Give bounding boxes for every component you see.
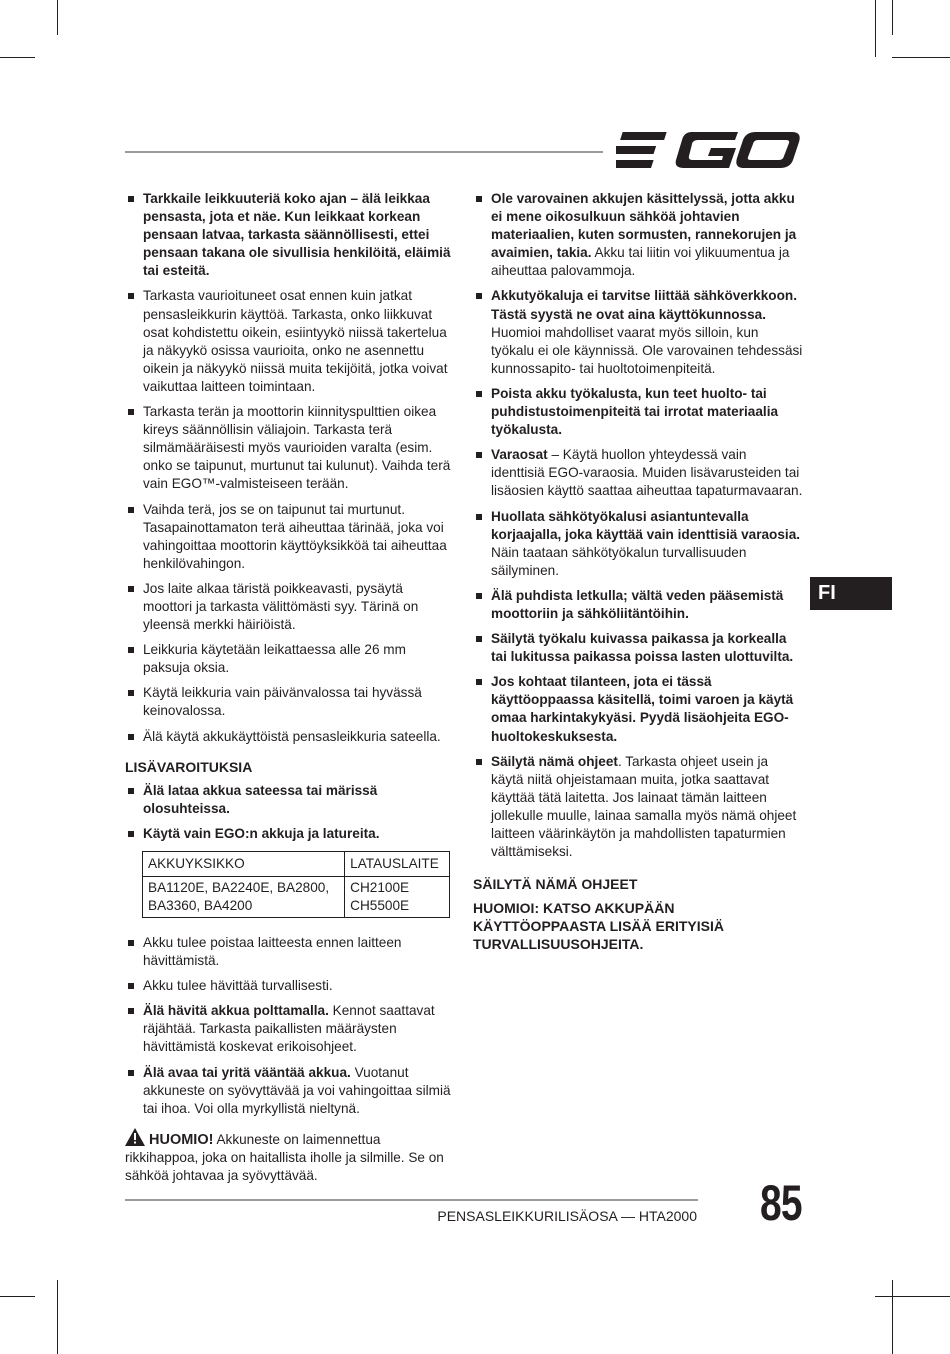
crop-mark <box>57 0 58 35</box>
crop-mark <box>875 0 876 57</box>
item-text: Näin taataan sähkötyökalun turvallisuuden säilyminen. <box>491 544 747 578</box>
list-item <box>473 446 803 500</box>
item-text: Akku tulee hävittää turvallisesti. <box>143 978 333 994</box>
page-number: 85 <box>760 1175 802 1231</box>
item-text: Tarkasta vaurioituneet osat ennen kuin jatkat pensasleikkurin käyttöä. Tarkasta, onko liikkuvat osat kohdistettu oikein, esiintyykö niissä takertelua ja näkyykö osissa vaurioita, onko ne asennettu oikein ja näkyykö niissä muita tekijöitä, jotka voivat vaikuttaa laitteen toimintaan. <box>143 288 448 394</box>
footer-rule <box>125 1199 698 1201</box>
item-bold-text: Jos kohtaat tilanteen, jota ei tässä käyttöoppaassa käsitellä, toimi varoen ja käytä omaa harkintakykyäsi. Pyydä lisäohjeita EGO-huoltokeskuksesta. <box>491 674 794 744</box>
bullet-square-icon <box>128 734 134 740</box>
bullet-square-icon <box>128 196 134 202</box>
list-item <box>125 1002 455 1056</box>
bullet-square-icon <box>128 983 134 989</box>
item-bold-text: Varaosat <box>491 447 548 463</box>
bullet-square-icon <box>128 586 134 592</box>
cell-line: CH2100E <box>350 880 410 895</box>
item-text: Jos laite alkaa täristä poikkeavasti, pysäytä moottori ja tarkasta välittömästi syy. Tärinä on yleensä merkki häiriöistä. <box>143 580 419 633</box>
bullet-square-icon <box>476 593 482 599</box>
battery-charger-table <box>142 851 450 918</box>
item-bold-text: Älä avaa tai yritä vääntää akkua. <box>143 1064 351 1080</box>
bullet-square-icon <box>128 690 134 696</box>
table-header-battery: AKKUYKSIKKO <box>143 852 345 877</box>
list-item <box>125 728 455 746</box>
crop-mark <box>57 1280 58 1354</box>
table-cell-charger <box>345 877 450 918</box>
bullet-square-icon <box>128 507 134 513</box>
crop-mark <box>875 1296 950 1297</box>
list-item <box>125 684 455 720</box>
item-bold-text: Älä puhdista letkulla; vältä veden pääsemistä moottoriin ja sähköliitäntöihin. <box>491 587 784 621</box>
item-bold-text: Huollata sähkötyökalusi asiantuntevalla korjaajalla, joka käyttää vain identtisiä varaosia. <box>491 508 801 542</box>
list-item <box>125 782 455 818</box>
list-item <box>473 385 803 439</box>
cell-line: BA3360, BA4200 <box>148 898 253 913</box>
crop-mark <box>892 0 893 35</box>
item-bold-text: Akkutyökaluja ei tarvitse liittää sähköverkkoon. Tästä syystä ne ovat aina käyttökunnossa. <box>491 288 797 322</box>
warning-text: Akkuneste on laimennettua rikkihappoa, joka on haitallista iholle ja silmille. Se on sähköä johtavaa ja syövyttävää. <box>125 1131 444 1184</box>
bullet-square-icon <box>128 1070 134 1076</box>
section-heading: SÄILYTÄ NÄMÄ OHJEET <box>473 876 638 893</box>
item-bold-text: Älä lataa akkua sateessa tai märissä olosuhteissa. <box>143 782 378 816</box>
bullet-square-icon <box>128 1008 134 1014</box>
item-bold-text: Käytä vain EGO:n akkuja ja latureita. <box>143 825 380 841</box>
list-item <box>125 190 455 280</box>
list-item <box>473 753 803 862</box>
list-item <box>125 287 455 396</box>
item-text: Vuotanut akkuneste on syövyttävää ja voi vahingoittaa silmiä tai ihoa. Voi olla myrkyllistä nieltynä. <box>143 1064 451 1116</box>
table-cell-battery <box>143 877 345 918</box>
item-bold-text: Tarkkaile leikkuuteriä koko ajan – älä leikkaa pensasta, jota et näe. Kun leikkaat korkean pensaan latvaa, tarkasta säännöllisesti, ettei pensaan takana ole sivullisia henkilöitä, eläimiä tai esteitä. <box>143 191 451 279</box>
language-tab: FI <box>810 577 892 610</box>
list-item <box>473 287 803 377</box>
list-item <box>473 630 803 666</box>
bullet-square-icon <box>476 293 482 299</box>
ego-logo <box>616 128 800 172</box>
bullet-square-icon <box>476 391 482 397</box>
bullet-square-icon <box>476 514 482 520</box>
item-text: Leikkuria käytetään leikattaessa alle 26 mm paksuja oksia. <box>143 642 406 676</box>
warning-note <box>125 1128 455 1185</box>
list-item <box>125 1064 455 1118</box>
item-text: – Käytä huollon yhteydessä vain identtisiä EGO-varaosia. Muiden lisävarusteiden tai lisäosien käyttö saattaa aiheuttaa tapaturmavaaran. <box>491 447 803 499</box>
list-item <box>125 501 455 573</box>
list-item <box>473 673 803 745</box>
item-bold-text: Poista akku työkalusta, kun teet huolto- tai puhdistustoimenpiteitä tai irrotat materiaalia työkalusta. <box>491 385 779 438</box>
list-item <box>125 580 455 634</box>
cell-line: CH5500E <box>350 898 410 913</box>
item-text: Älä käytä akkukäyttöistä pensasleikkuria sateella. <box>143 728 441 744</box>
crop-mark <box>892 57 950 58</box>
item-bold-text: Älä hävitä akkua polttamalla. <box>143 1003 329 1019</box>
list-item <box>473 190 803 280</box>
bullet-square-icon <box>128 831 134 837</box>
item-bold-text: Ole varovainen akkujen käsittelyssä, jotta akku ei mene oikosulkuun sähköä johtavien materiaalien, kuten sormusten, rannekorujen ja avaimien, takia. <box>491 191 797 261</box>
list-item <box>125 825 455 843</box>
bullet-square-icon <box>476 679 482 685</box>
item-text: . Tarkasta ohjeet usein ja käytä niitä ohjeistamaan muita, jotka saattavat käyttää tätä laitetta. Jos lainaat tämän laitteen jollekulle muulle, lainaa samalla myös nämä ohjeet laitteen väärinkäytön ja mahdollisten tapaturmien välttämiseksi. <box>491 753 797 860</box>
item-text: Tarkasta terän ja moottorin kiinnityspulttien oikea kireys säännöllisin väliajoin. Tarkasta terä silmämääräisesti myös vaurioiden varalta (esim. onko se taipunut, murtunut tai kulunut). Vaihda terä vain EGO™-valmisteiseen terään. <box>143 404 451 492</box>
warning-triangle-icon <box>125 1128 145 1146</box>
left-column <box>125 190 455 1185</box>
cell-line: BA1120E, BA2240E, BA2800, <box>148 880 330 895</box>
bullet-square-icon <box>128 293 134 299</box>
item-text: Vaihda terä, jos se on taipunut tai murtunut. Tasapainottamaton terä aiheuttaa tärinää, joka voi vahingoittaa moottorin käyttöyksikköä tai aiheuttaa henkilövahingon. <box>143 501 447 571</box>
bullet-square-icon <box>476 452 482 458</box>
battery-manual-note: HUOMIOI: KATSO AKKUPÄÄN KÄYTTÖOPPAASTA LISÄÄ ERITYISIÄ TURVALLISUUSOHJEITA. <box>473 900 724 953</box>
bullet-square-icon <box>128 409 134 415</box>
list-item <box>125 934 455 970</box>
list-item <box>125 977 455 995</box>
bullet-square-icon <box>128 647 134 653</box>
item-bold-text: Säilytä työkalu kuivassa paikassa ja korkealla tai lukitussa paikassa poissa lasten ulottuvilta. <box>491 631 794 665</box>
warning-label: HUOMIO! <box>149 1131 214 1148</box>
item-text: Akku tulee poistaa laitteesta ennen laitteen hävittämistä. <box>143 935 402 969</box>
right-column <box>473 190 803 960</box>
bullet-square-icon <box>476 759 482 765</box>
list-item <box>125 403 455 493</box>
item-text: Kennot saattavat räjähtää. Tarkasta paikallisten määräysten hävittämistä koskevat erikoisohjeet. <box>143 1003 435 1055</box>
list-item <box>473 587 803 623</box>
bullet-square-icon <box>128 940 134 946</box>
item-text: Akku tai liitin voi ylikuumentua ja aiheuttaa palovammoja. <box>491 245 790 279</box>
item-text: Käytä leikkuria vain päivänvalossa tai hyvässä keinovalossa. <box>143 685 422 719</box>
table-row <box>143 877 450 918</box>
crop-mark <box>0 57 35 58</box>
list-item <box>125 641 455 677</box>
table-header-charger: LATAUSLAITE <box>345 852 450 877</box>
footer-title: PENSASLEIKKURILISÄOSA — HTA2000 <box>437 1208 697 1224</box>
list-item <box>473 508 803 580</box>
item-text: Huomioi mahdolliset vaarat myös silloin, kun työkalu ei ole käynnissä. Ole varovainen tehdessäsi kunnossapito- tai huoltotoimenpiteitä. <box>491 324 803 376</box>
bullet-square-icon <box>476 196 482 202</box>
crop-mark <box>892 1280 893 1354</box>
crop-mark <box>0 1296 35 1297</box>
bullet-square-icon <box>128 788 134 794</box>
bullet-square-icon <box>476 636 482 642</box>
header-rule <box>125 151 603 153</box>
item-bold-text: Säilytä nämä ohjeet <box>491 753 618 769</box>
section-heading: LISÄVAROITUKSIA <box>125 758 253 775</box>
